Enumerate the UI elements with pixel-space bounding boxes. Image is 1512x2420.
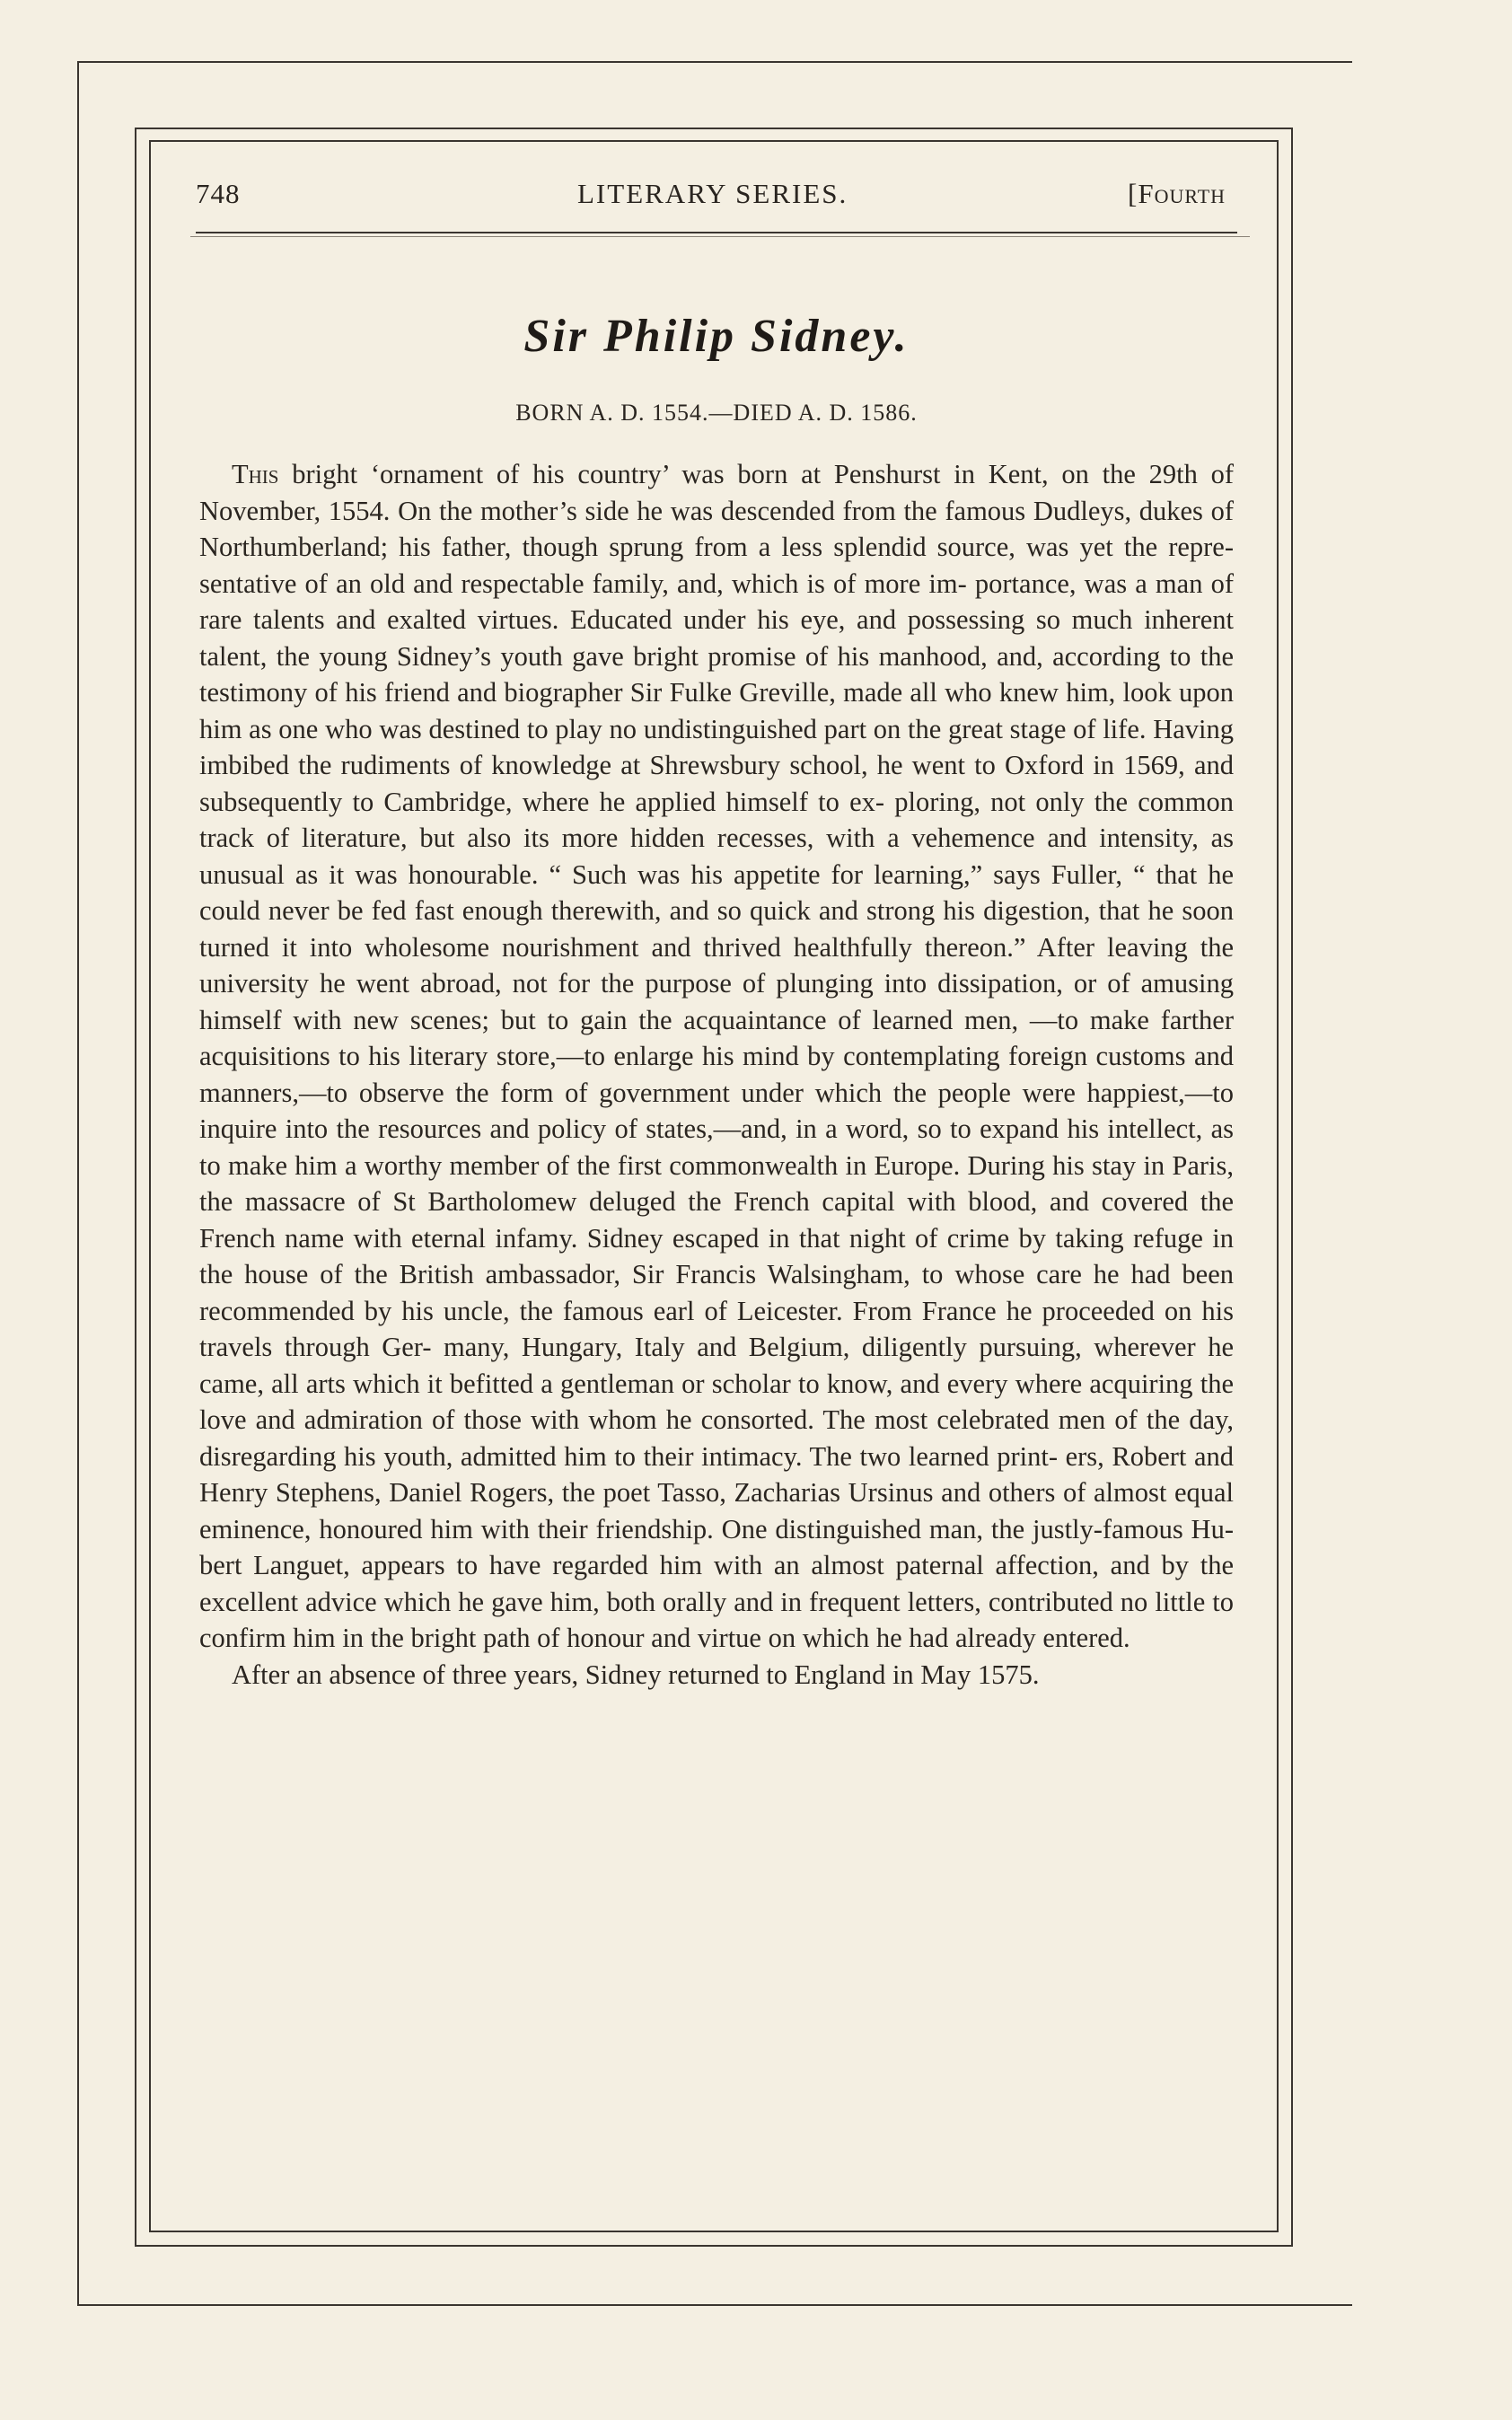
article-title: Sir Philip Sidney.: [523, 311, 910, 362]
opening-word: This: [232, 459, 279, 489]
body-paragraph-1: [199, 456, 1234, 1657]
article-dates: BORN A. D. 1554.—DIED A. D. 1586.: [515, 400, 918, 426]
header-rule: [196, 232, 1237, 233]
running-head: [196, 178, 1291, 214]
article-body: [199, 456, 1234, 1693]
section-mark: [Fourth: [1128, 178, 1226, 209]
body-paragraph-2: After an absence of three years, Sidney returned to England in May 1575.: [232, 1659, 1040, 1690]
header-rule-thin: [190, 236, 1250, 237]
series-title: LITERARY SERIES.: [577, 178, 848, 209]
page-number: 748: [196, 178, 241, 209]
paragraph-1-text: bright ‘ornament of his country’ was born at Penshurst in Kent, on the 29th of November, 1554. On the mother’s side he was descended from the famous Dudleys, dukes of Northumberland; his father, though sprung from a less splendid source, was yet the repre- sentative of an old and respectable family, and, which is of more im- portance, was a man of rare talents and exalted virtues. Educated under his eye, and possessing so much inherent talent, the young Sidney’s youth gave bright promise of his manhood, and, according to the testimony of his friend and biographer Sir Fulke Greville, made all who knew him, look upon him as one who was destined to play no undistinguished part on the great stage of life. Having imbibed the rudiments of knowledge at Shrewsbury school, he went to Oxford in 1569, and subsequently to Cambridge, where he applied himself to ex- ploring, not only the common track of literature, but also its more hidden recesses, with a vehemence and intensity, as unusual as it was honourable. “ Such was his appetite for learning,” says Fuller, “ that he could never be fed fast enough therewith, and so quick and strong his digestion, that he soon turned it into wholesome nourishment and thrived healthfully thereon.” After leaving the university he went abroad, not for the purpose of plunging into dissipation, or of amusing himself with new scenes; but to gain the acquaintance of learned men, —to make farther acquisitions to his literary store,—to enlarge his mind by contemplating foreign customs and manners,—to observe the form of government under which the people were happiest,—to inquire into the resources and policy of states,—and, in a word, so to expand his intellect, as to make him a worthy member of the first commonwealth in Europe. During his stay in Paris, the massacre of St Bartholomew deluged the French capital with blood, and covered the French name with eternal infamy. Sidney escaped in that night of crime by taking refuge in the house of the British ambassador, Sir Francis Walsingham, to whose care he had been recommended by his uncle, the famous earl of Leicester. From France he proceeded on his travels through Ger- many, Hungary, Italy and Belgium, diligently pursuing, wherever he came, all arts which it befitted a gentleman or scholar to know, and every where acquiring the love and admiration of those with whom he consorted. The most celebrated men of the day, disregarding his youth, admitted him to their intimacy. The two learned print- ers, Robert and Henry Stephens, Daniel Rogers, the poet Tasso, Zacharias Ursinus and others of almost equal eminence, honoured him with their friendship. One distinguished man, the justly-famous Hu- bert Languet, appears to have regarded him with an almost paternal affection, and by the excellent advice which he gave him, both orally and in frequent letters, contributed no little to confirm him in the bright path of honour and virtue on which he had already entered.: [199, 459, 1235, 1653]
